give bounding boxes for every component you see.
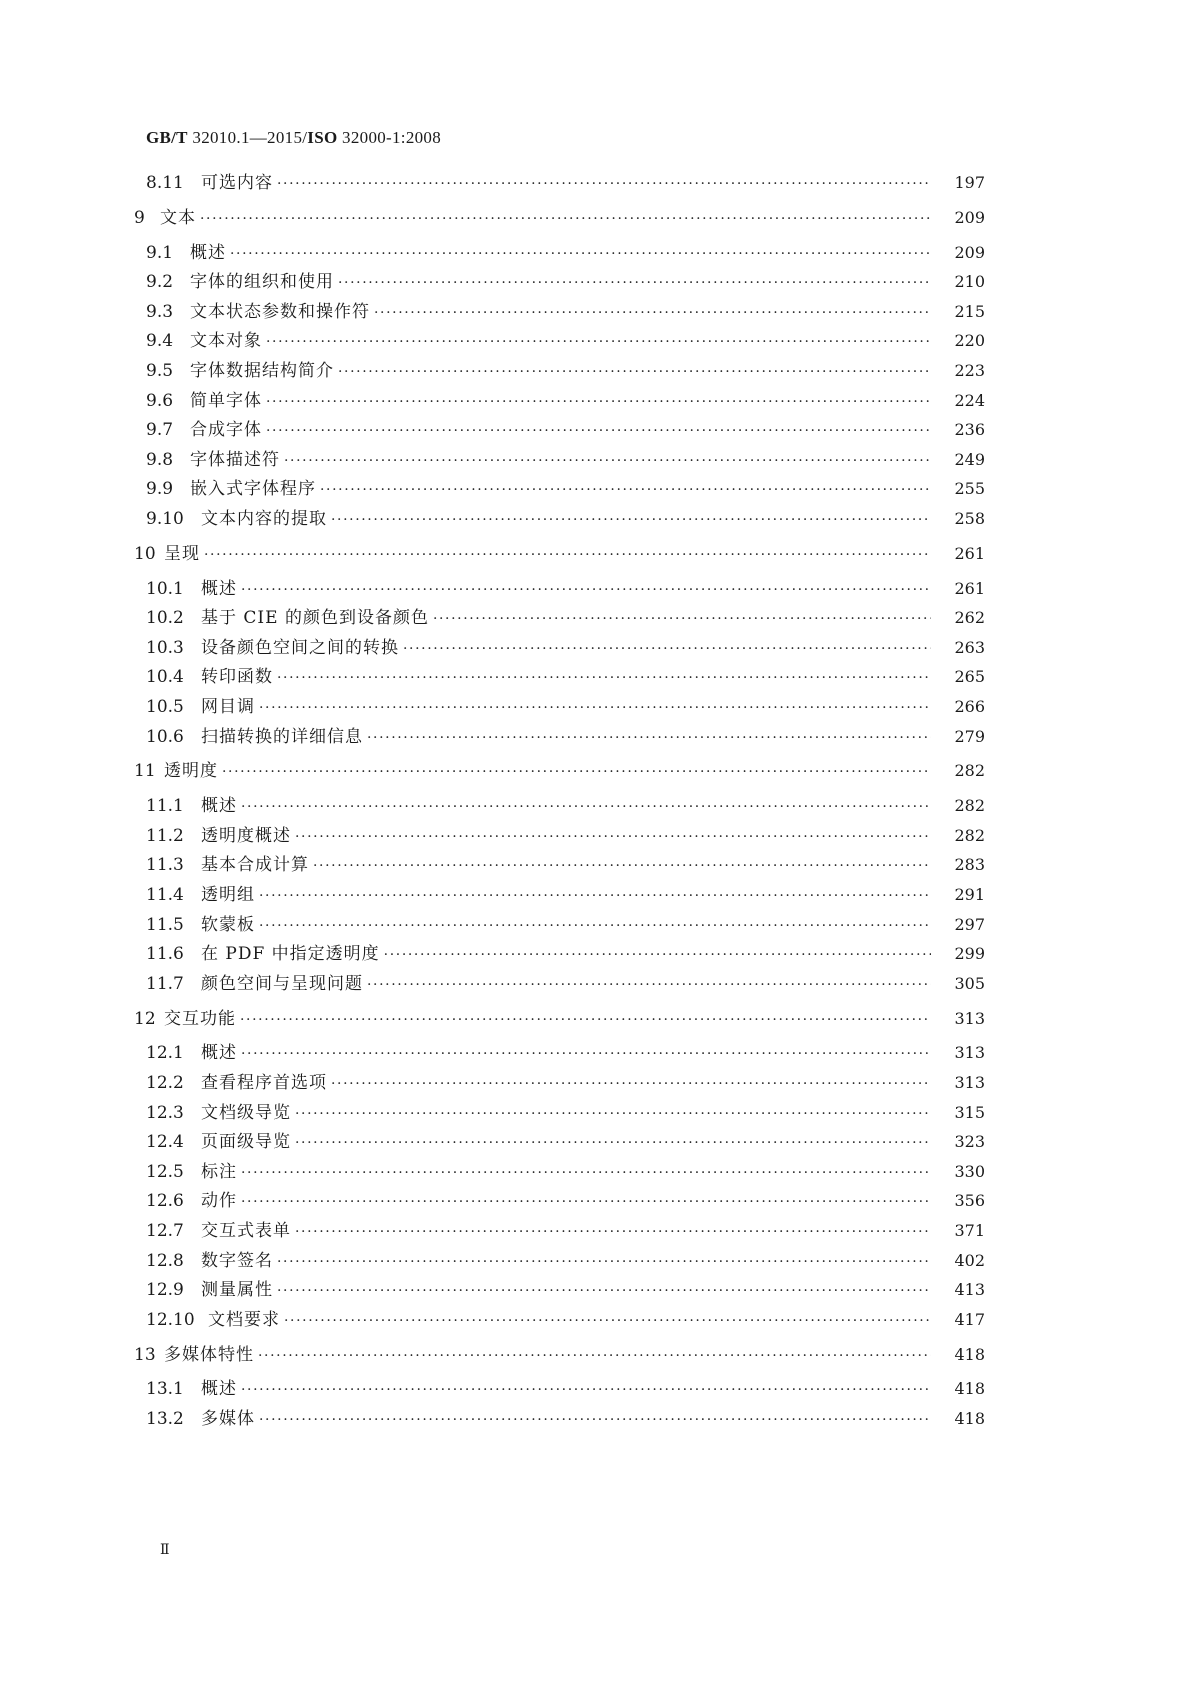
toc-entry-title: 可选内容: [201, 173, 273, 193]
toc-entry-title: 概述: [190, 242, 226, 263]
toc-entry-page: 236: [954, 420, 985, 440]
toc-entry[interactable]: [0, 882, 1191, 908]
toc-entry-number: 10.6: [146, 726, 184, 747]
toc-leader-dots: [295, 1101, 931, 1127]
toc-entry[interactable]: [0, 1188, 1191, 1214]
toc-entry-title: 字体数据结构简介: [190, 361, 334, 381]
toc-entry-number: 10.2: [146, 608, 184, 629]
toc-leader-dots: [266, 329, 931, 355]
toc-entry[interactable]: [0, 724, 1191, 750]
toc-leader-dots: [331, 1071, 931, 1097]
toc-entry-number: 10.5: [146, 697, 184, 717]
toc-leader-dots: [259, 1407, 931, 1433]
toc-leader-dots: [277, 171, 931, 197]
toc-entry-title: 颜色空间与呈现问题: [201, 973, 363, 994]
toc-entry-page: 261: [954, 578, 985, 598]
toc-entry[interactable]: [0, 1218, 1191, 1244]
toc-entry-number: 12.3: [146, 1102, 184, 1123]
toc-entry-number: 11.5: [146, 914, 184, 935]
toc-entry-page: 282: [954, 825, 985, 845]
toc-entry-number: 9.4: [146, 331, 174, 352]
toc-entry-page: 210: [954, 272, 985, 292]
toc-entry-page: 299: [954, 944, 985, 964]
toc-entry-page: 315: [954, 1102, 985, 1122]
toc-entry-number: 9.7: [146, 420, 174, 441]
toc-entry-number: 11.3: [146, 855, 184, 876]
toc-entry-title: 文本状态参数和操作符: [190, 301, 370, 322]
toc-entry[interactable]: [0, 388, 1191, 414]
toc-entry[interactable]: [0, 476, 1191, 502]
toc-entry-title: 文本: [160, 207, 196, 228]
toc-entry[interactable]: [0, 758, 1191, 784]
toc-entry-title: 嵌入式字体程序: [190, 479, 316, 500]
toc-entry-number: 9.9: [146, 479, 174, 500]
toc-entry[interactable]: [0, 240, 1191, 266]
toc-entry-number: 10.4: [146, 667, 184, 688]
toc-entry-number: 9.5: [146, 361, 174, 381]
toc-entry-title: 扫描转换的详细信息: [201, 726, 363, 747]
toc-entry[interactable]: [0, 447, 1191, 473]
toc-leader-dots: [200, 206, 931, 232]
toc-entry[interactable]: [0, 541, 1191, 567]
toc-entry-page: 263: [954, 637, 985, 657]
toc-entry-title: 网目调: [201, 697, 255, 717]
toc-entry-title: 文档要求: [208, 1309, 280, 1330]
toc-entry-page: 283: [954, 855, 985, 875]
toc-entry[interactable]: [0, 971, 1191, 997]
toc-entry-page: 297: [954, 914, 985, 934]
toc-entry[interactable]: [0, 205, 1191, 231]
toc-entry-title: 多媒体: [201, 1409, 255, 1429]
toc-entry-number: 12.10: [146, 1309, 195, 1330]
toc-entry-page: 224: [954, 390, 985, 410]
toc-leader-dots: [295, 1130, 931, 1156]
toc-leader-dots: [384, 942, 931, 968]
toc-leader-dots: [320, 477, 931, 503]
toc-entry[interactable]: [0, 1006, 1191, 1032]
toc-entry[interactable]: [0, 269, 1191, 295]
toc-entry-number: 11.1: [146, 796, 184, 817]
toc-entry-page: 279: [954, 726, 985, 746]
toc-entry-page: 265: [954, 667, 985, 687]
toc-entry[interactable]: [0, 823, 1191, 849]
toc-entry[interactable]: [0, 1248, 1191, 1274]
toc-entry-title: 数字签名: [201, 1250, 273, 1271]
toc-entry-page: 209: [954, 207, 985, 227]
toc-entry[interactable]: [0, 1100, 1191, 1126]
toc-leader-dots: [259, 913, 931, 939]
toc-entry-title: 概述: [201, 796, 237, 817]
toc-leader-dots: [295, 1219, 931, 1245]
toc-entry[interactable]: [0, 1342, 1191, 1368]
toc-entry-title: 基本合成计算: [201, 855, 309, 876]
toc-leader-dots: [241, 577, 931, 603]
toc-entry-page: 197: [954, 173, 985, 192]
toc-entry-number: 9.2: [146, 272, 174, 293]
toc-entry[interactable]: [0, 1406, 1191, 1432]
toc-entry-number: 10: [134, 543, 156, 564]
toc-entry-title: 简单字体: [190, 390, 262, 411]
toc-entry-number: 9.10: [146, 509, 184, 529]
toc-leader-dots: [374, 300, 931, 326]
toc-entry-title: 字体的组织和使用: [190, 272, 334, 293]
toc-leader-dots: [230, 241, 931, 267]
toc-entry-title: 在 PDF 中指定透明度: [201, 944, 380, 965]
toc-entry-title: 测量属性: [201, 1280, 273, 1301]
toc-entry-title: 概述: [201, 1379, 237, 1400]
toc-entry[interactable]: [0, 417, 1191, 443]
toc-entry-title: 透明度: [164, 761, 218, 782]
toc-entry-title: 文本对象: [190, 331, 262, 352]
toc-entry-title: 动作: [201, 1191, 237, 1212]
toc-entry-page: 418: [954, 1344, 985, 1364]
toc-entry[interactable]: [0, 1277, 1191, 1303]
toc-entry-title: 软蒙板: [201, 914, 255, 935]
toc-entry-number: 11.2: [146, 825, 184, 846]
toc-entry-number: 10.1: [146, 578, 184, 599]
toc-leader-dots: [266, 418, 931, 444]
toc-entry-title: 交互式表单: [201, 1221, 291, 1241]
toc-entry-title: 页面级导览: [201, 1132, 291, 1153]
toc-entry-page: 215: [954, 301, 985, 321]
toc-entry-page: 258: [954, 509, 985, 528]
toc-leader-dots: [204, 542, 931, 568]
standard-number-gb: 32010.1—2015: [192, 128, 303, 147]
toc-entry-title: 字体描述符: [190, 449, 280, 470]
toc-entry-number: 12: [134, 1008, 156, 1029]
toc-entry-number: 11: [134, 761, 156, 782]
toc-entry[interactable]: [0, 694, 1191, 720]
toc-entry-title: 概述: [201, 578, 237, 599]
toc-entry-number: 12.8: [146, 1250, 184, 1271]
toc-entry-title: 基于 CIE 的颜色到设备颜色: [201, 608, 429, 629]
toc-entry[interactable]: [0, 328, 1191, 354]
toc-entry-number: 13.2: [146, 1409, 184, 1429]
toc-entry-title: 文档级导览: [201, 1102, 291, 1123]
toc-entry-page: 371: [954, 1221, 985, 1240]
toc-entry-page: 220: [954, 331, 985, 351]
toc-entry[interactable]: [0, 299, 1191, 325]
toc-entry-page: 330: [954, 1161, 985, 1181]
toc-entry[interactable]: [0, 605, 1191, 631]
toc-entry[interactable]: [0, 170, 1191, 196]
standard-number-iso: 32000-1:2008: [342, 128, 442, 147]
toc-entry-page: 418: [954, 1409, 985, 1428]
toc-entry[interactable]: [0, 1070, 1191, 1096]
toc-entry-title: 多媒体特性: [164, 1344, 254, 1365]
toc-entry-title: 查看程序首选项: [201, 1073, 327, 1093]
toc-leader-dots: [313, 853, 931, 879]
toc-entry-number: 12.2: [146, 1073, 184, 1093]
toc-entry-title: 呈现: [164, 543, 200, 564]
toc-entry-page: 249: [954, 449, 985, 469]
toc-entry-page: 323: [954, 1132, 985, 1152]
toc-entry-page: 282: [954, 796, 985, 816]
toc-entry-title: 转印函数: [201, 667, 273, 688]
toc-entry-page: 418: [954, 1379, 985, 1399]
toc-entry[interactable]: [0, 912, 1191, 938]
toc-entry-page: 356: [954, 1191, 985, 1211]
toc-leader-dots: [284, 448, 931, 474]
toc-entry-title: 合成字体: [190, 420, 262, 441]
document-header: GB/T 32010.1—2015/ISO 32000-1:2008: [146, 128, 442, 147]
toc-entry-title: 文本内容的提取: [201, 509, 327, 529]
toc-entry-page: 209: [954, 242, 985, 262]
toc-leader-dots: [338, 270, 931, 296]
toc-entry-number: 9.3: [146, 301, 174, 322]
toc-entry-number: 11.7: [146, 973, 184, 994]
toc-entry-number: 9.1: [146, 242, 174, 263]
toc-entry-page: 313: [954, 1043, 985, 1063]
toc-leader-dots: [367, 972, 931, 998]
page-number: Ⅱ: [160, 1542, 170, 1558]
toc-entry[interactable]: [0, 358, 1191, 384]
toc-leader-dots: [241, 1377, 931, 1403]
toc-entry-number: 12.1: [146, 1043, 184, 1064]
toc-entry-title: 概述: [201, 1043, 237, 1064]
toc-entry-title: 交互功能: [164, 1008, 236, 1029]
toc-entry-page: 402: [954, 1250, 985, 1270]
toc-entry[interactable]: [0, 635, 1191, 661]
toc-entry-title: 透明组: [201, 885, 255, 905]
standard-prefix-gb: GB/T: [146, 128, 188, 147]
toc-leader-dots: [259, 883, 931, 909]
toc-leader-dots: [259, 695, 931, 721]
toc-entry-page: 313: [954, 1008, 985, 1028]
toc-entry[interactable]: [0, 1376, 1191, 1402]
toc-leader-dots: [241, 794, 931, 820]
toc-entry-page: 255: [954, 479, 985, 499]
toc-entry-number: 12.5: [146, 1161, 184, 1182]
toc-entry-number: 12.9: [146, 1280, 184, 1301]
toc-entry-page: 223: [954, 361, 985, 380]
toc-entry-number: 11.6: [146, 944, 184, 965]
toc-entry[interactable]: [0, 941, 1191, 967]
toc-entry-number: 9.8: [146, 449, 174, 470]
toc-leader-dots: [295, 824, 931, 850]
toc-entry-number: 12.6: [146, 1191, 184, 1212]
standard-prefix-iso: ISO: [307, 128, 338, 147]
toc-entry-number: 12.4: [146, 1132, 184, 1153]
toc-entry[interactable]: [0, 852, 1191, 878]
toc-entry-number: 10.3: [146, 637, 184, 658]
toc-entry[interactable]: [0, 506, 1191, 532]
toc-leader-dots: [338, 359, 931, 385]
toc-entry-number: 12.7: [146, 1221, 184, 1241]
toc-entry[interactable]: [0, 1129, 1191, 1155]
toc-entry-title: 设备颜色空间之间的转换: [201, 637, 399, 658]
toc-entry-page: 413: [954, 1280, 985, 1300]
toc-entry[interactable]: [0, 1307, 1191, 1333]
toc-leader-dots: [222, 759, 931, 785]
toc-entry-page: 262: [954, 608, 985, 628]
toc-leader-dots: [240, 1007, 931, 1033]
toc-entry-number: 13.1: [146, 1379, 184, 1400]
toc-entry-page: 313: [954, 1073, 985, 1092]
toc-entry[interactable]: [0, 1159, 1191, 1185]
toc-leader-dots: [403, 636, 931, 662]
toc-entry-number: 9: [134, 207, 145, 228]
toc-leader-dots: [331, 507, 931, 533]
toc-leader-dots: [258, 1343, 931, 1369]
toc-entry-title: 透明度概述: [201, 825, 291, 846]
toc-entry-page: 417: [954, 1309, 985, 1329]
toc-entry-page: 266: [954, 697, 985, 716]
toc-entry-title: 标注: [201, 1161, 237, 1182]
toc-entry-number: 13: [134, 1344, 156, 1365]
toc-leader-dots: [266, 389, 931, 415]
toc-entry-page: 261: [954, 543, 985, 563]
toc-entry[interactable]: [0, 1040, 1191, 1066]
toc-entry[interactable]: [0, 793, 1191, 819]
toc-entry-number: 11.4: [146, 885, 184, 905]
toc-entry-number: 8.11: [146, 173, 184, 193]
toc-leader-dots: [277, 1278, 931, 1304]
toc-leader-dots: [277, 1249, 931, 1275]
toc-leader-dots: [241, 1160, 931, 1186]
toc-leader-dots: [241, 1189, 931, 1215]
toc-leader-dots: [277, 665, 931, 691]
toc-entry-page: 305: [954, 973, 985, 993]
toc-leader-dots: [433, 606, 931, 632]
toc-entry[interactable]: [0, 576, 1191, 602]
toc-entry[interactable]: [0, 664, 1191, 690]
toc-entry-number: 9.6: [146, 390, 174, 411]
toc-leader-dots: [284, 1308, 931, 1334]
toc-leader-dots: [367, 725, 931, 751]
toc-entry-page: 291: [954, 885, 985, 904]
toc-leader-dots: [241, 1041, 931, 1067]
toc-entry-page: 282: [954, 761, 985, 781]
